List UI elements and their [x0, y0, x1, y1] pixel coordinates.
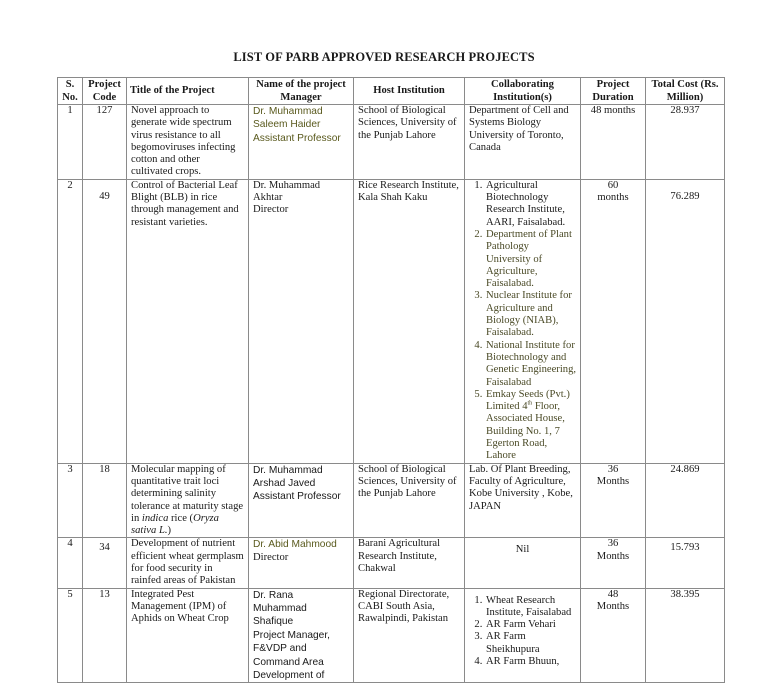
duration-text: 36 Months	[596, 463, 630, 487]
collab-item-text: Floor, Associated House, Building No. 1, 7 Egerton Road, Lahore	[486, 401, 565, 462]
cell-collab: Lab. Of Plant Breeding, Faculty of Agriculture, Kobe University , Kobe, JAPAN	[465, 463, 581, 538]
header-duration: Project Duration	[581, 78, 646, 105]
cell-title	[127, 463, 249, 538]
cell-code: 127	[83, 105, 127, 180]
cell-duration: 48 months	[581, 105, 646, 180]
title-text: Molecular mapping of quantitative trait loci determining salinity tolerance at maturity stage in	[131, 463, 244, 524]
cell-manager	[249, 463, 354, 538]
cell-collab	[465, 179, 581, 463]
cell-duration	[581, 179, 646, 463]
cell-manager	[249, 179, 354, 463]
collab-item	[485, 389, 576, 463]
collab-item: 4. AR Farm Bhuun,	[485, 656, 576, 668]
cell-sno: 1	[58, 105, 83, 180]
manager-role: Project Manager, F&VDP and Command Area Development of	[253, 629, 331, 682]
cell-title: Control of Bacterial Leaf Blight (BLB) in rice through management and resistant varieties.	[127, 179, 249, 463]
cell-collab: Department of Cell and Systems Biology University of Toronto, Canada	[465, 105, 581, 180]
header-code: Project Code	[83, 78, 127, 105]
cell-cost: 15.793	[646, 538, 725, 588]
cell-cost: 38.395	[646, 588, 725, 683]
manager-role: Assistant Professor	[253, 132, 341, 144]
duration-text: 48 Months	[596, 588, 630, 612]
table-row	[58, 105, 725, 180]
manager-name: Dr. Muhammad Akhtar	[253, 179, 321, 204]
collab-item: 1. Wheat Research Institute, Faisalabad	[485, 595, 576, 620]
table-header-row	[58, 78, 725, 105]
cell-host: School of Biological Sciences, University of the Punjab Lahore	[354, 105, 465, 180]
cell-title: Integrated Pest Management (IPM) of Aphids on Wheat Crop	[127, 588, 249, 683]
title-text: )	[167, 525, 172, 537]
document-title: LIST OF PARB APPROVED RESEARCH PROJECTS	[233, 50, 535, 64]
cell-title: Development of nutrient efficient wheat germplasm for food security in rainfed areas of Pakistan	[127, 538, 249, 588]
header-collab: Collaborating Institution(s)	[465, 78, 581, 105]
collab-list	[469, 595, 576, 669]
cell-cost: 24.869	[646, 463, 725, 538]
cell-manager	[249, 105, 354, 180]
cell-code: 18	[83, 463, 127, 538]
manager-name: Dr. Rana Muhammad Shafique	[253, 589, 307, 628]
collab-item: 3. AR Farm Sheikhupura	[485, 631, 576, 656]
collab-item: 4. National Institute for Biotechnology and Genetic Engineering, Faisalabad	[485, 340, 576, 389]
cell-sno: 5	[58, 588, 83, 683]
cell-title: Novel approach to generate wide spectrum virus resistance to all begomoviruses infecting cotton and other cultivated crops.	[127, 105, 249, 180]
collab-list	[469, 180, 576, 463]
cell-code: 49	[83, 179, 127, 463]
cell-host: Regional Directorate, CABI South Asia, Rawalpindi, Pakistan	[354, 588, 465, 683]
table-row	[58, 538, 725, 588]
cell-cost: 76.289	[646, 179, 725, 463]
projects-table	[57, 77, 725, 683]
manager-role: Assistant Professor	[253, 491, 341, 503]
header-host: Host Institution	[354, 78, 465, 105]
table-row	[58, 588, 725, 683]
collab-item: 3. Nuclear Institute for Agriculture and Biology (NIAB), Faisalabad.	[485, 290, 576, 339]
manager-name: Dr. Abid Mahmood	[253, 539, 337, 551]
table-row	[58, 463, 725, 538]
cell-manager	[249, 538, 354, 588]
cell-host: Rice Research Institute, Kala Shah Kaku	[354, 179, 465, 463]
cell-code: 13	[83, 588, 127, 683]
header-cost: Total Cost (Rs. Million)	[646, 78, 725, 105]
cell-host: Barani Agricultural Research Institute, Chakwal	[354, 538, 465, 588]
table-row	[58, 179, 725, 463]
cell-duration	[581, 463, 646, 538]
header-sno: S. No.	[58, 78, 83, 105]
cell-duration	[581, 588, 646, 683]
cell-sno: 4	[58, 538, 83, 588]
title-italic: indica	[141, 512, 169, 524]
header-title: Title of the Project	[127, 78, 249, 105]
cell-host: School of Biological Sciences, University of the Punjab Lahore	[354, 463, 465, 538]
collab-item: 2. AR Farm Vehari	[485, 619, 576, 631]
collab-item: 2. Department of Plant Pathology University of Agriculture, Faisalabad.	[485, 229, 576, 290]
cell-cost: 28.937	[646, 105, 725, 180]
cell-sno: 2	[58, 179, 83, 463]
superscript: th	[527, 400, 533, 407]
title-text: rice (	[168, 512, 194, 524]
cell-sno: 3	[58, 463, 83, 538]
header-manager: Name of the project Manager	[249, 78, 354, 105]
collab-item: 1. Agricultural Biotechnology Research Institute, AARI, Faisalabad.	[485, 180, 576, 229]
cell-duration	[581, 538, 646, 588]
collab-item-text: Emkay Seeds (Pvt.) Limited 4	[486, 388, 570, 413]
manager-role: Director	[253, 551, 289, 563]
manager-name: Dr. Muhammad Saleem Haider	[253, 106, 323, 131]
duration-text: 60 months	[597, 179, 629, 204]
duration-text: 36 Months	[596, 538, 630, 562]
cell-code: 34	[83, 538, 127, 588]
cell-collab	[465, 588, 581, 683]
cell-collab: Nil	[465, 538, 581, 588]
manager-name: Dr. Muhammad Arshad Javed	[253, 464, 323, 490]
manager-role: Director	[253, 204, 289, 216]
cell-manager	[249, 588, 354, 683]
title-italic: Oryza sativa L.	[131, 512, 219, 537]
